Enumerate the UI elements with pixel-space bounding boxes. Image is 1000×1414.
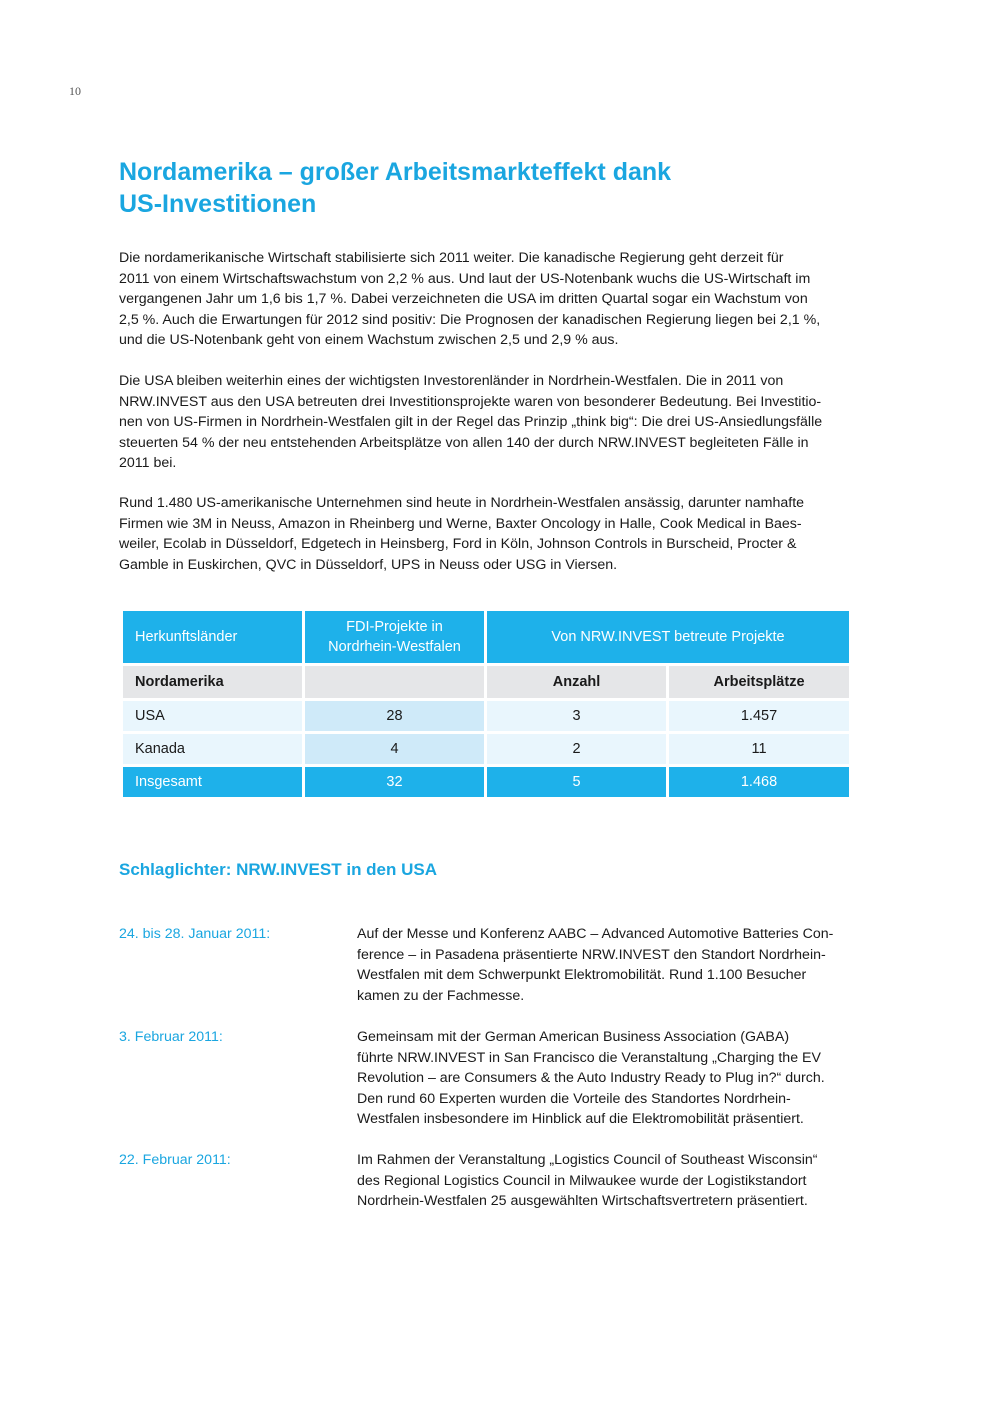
page-title [119, 156, 859, 220]
text-line: Die USA bleiben weiterhin eines der wichtigsten Investorenländer in Nordrhein-Westfalen. Die in 2011 von [119, 373, 784, 389]
cell-fdi: 4 [304, 733, 486, 766]
event-description [357, 1150, 857, 1212]
text-line: Gamble in Euskirchen, QVC in Düsseldorf, UPS in Neuss oder USG in Viersen. [119, 556, 618, 573]
text-line: Rund 1.480 US-amerikanische Unternehmen sind heute in Nordrhein-Westfalen ansässig, darunter namhafte [119, 495, 805, 511]
paragraph-investors [119, 371, 849, 474]
cell-count: 3 [486, 700, 668, 733]
text-line: NRW.INVEST aus den USA betreuten drei Investitionsprojekte waren von besonderer Bedeutung. Bei Investitio- [119, 393, 822, 410]
text-line: weiler, Ecolab in Düsseldorf, Edgetech in Heinsberg, Ford in Köln, Johnson Controls in Burscheid, Procter & [119, 536, 797, 552]
cell-total-fdi: 32 [304, 766, 486, 799]
subheader-count: Anzahl [486, 665, 668, 700]
text-line: des Regional Logistics Council in Milwaukee wurde der Logistikstandort [357, 1172, 807, 1189]
subheader-empty [304, 665, 486, 700]
text-line: Den rund 60 Experten wurden die Vorteile des Standortes Nordrhein- [357, 1090, 791, 1107]
event-date: 3. Februar 2011: [119, 1029, 223, 1045]
text-line: kamen zu der Fachmesse. [357, 987, 525, 1004]
text-line: Gemeinsam mit der German American Business Association (GABA) [357, 1029, 790, 1045]
text-line: und die US-Notenbank geht von einem Wachstum zwischen 2,5 und 2,9 % aus. [119, 332, 619, 348]
subheader-region: Nordamerika [122, 665, 304, 700]
fdi-table [120, 608, 852, 800]
table-row [122, 733, 851, 766]
event-description [357, 1027, 857, 1130]
header-origin-countries: Herkunftsländer [122, 610, 304, 665]
text-line: Nordrhein-Westfalen 25 ausgewählten Wirtschaftsvertretern präsentiert. [357, 1193, 808, 1209]
text-line: 2,5 %. Auch die Erwartungen für 2012 sind positiv: Die Prognosen der kanadischen Regierung liegen bei 2,1 %, [119, 311, 821, 328]
cell-total-label: Insgesamt [122, 766, 304, 799]
table-row [122, 700, 851, 733]
cell-country: USA [122, 700, 304, 733]
page-title-line: US-Investitionen [119, 190, 317, 218]
text-line: nen von US-Firmen in Nordrhein-Westfalen gilt in der Regel das Prinzip „think big“: Die drei US-Ansiedlungsfälle [119, 414, 823, 430]
cell-total-count: 5 [486, 766, 668, 799]
table-header-row [122, 610, 851, 665]
cell-fdi: 28 [304, 700, 486, 733]
header-fdi-projects: FDI-Projekte in Nordrhein-Westfalen [304, 610, 486, 665]
text-line: Im Rahmen der Veranstaltung „Logistics Council of Southeast Wisconsin“ [357, 1152, 818, 1168]
page-title-line: Nordamerika – großer Arbeitsmarkteffekt dank [119, 158, 672, 186]
event-date: 22. Februar 2011: [119, 1152, 231, 1168]
section-heading-highlights: Schlaglichter: NRW.INVEST in den USA [119, 860, 438, 879]
table-subheader-row [122, 665, 851, 700]
text-line: Firmen wie 3M in Neuss, Amazon in Rheinberg und Werne, Baxter Oncology in Halle, Cook Medical in Baes- [119, 515, 802, 532]
text-line: steuerten 54 % der neu entstehenden Arbeitsplätze von allen 140 der durch NRW.INVEST begleiteten Fälle in [119, 434, 809, 451]
text-line: 2011 bei. [119, 455, 177, 471]
text-line: führte NRW.INVEST in San Francisco die Veranstaltung „Charging the EV [357, 1049, 821, 1066]
table-total-row [122, 766, 851, 799]
cell-jobs: 11 [668, 733, 851, 766]
page-number: 10 [69, 84, 81, 98]
event-description [357, 924, 857, 1006]
cell-count: 2 [486, 733, 668, 766]
text-line: Die nordamerikanische Wirtschaft stabilisierte sich 2011 weiter. Die kanadische Regierung geht derzeit für [119, 250, 784, 266]
text-line: vergangenen Jahr um 1,6 bis 1,7 %. Dabei verzeichneten die USA im dritten Quartal sogar ein Wachstum von [119, 291, 808, 307]
text-line: Auf der Messe und Konferenz AABC – Advanced Automotive Batteries Con- [357, 926, 834, 942]
paragraph-economy [119, 248, 849, 351]
text-line: ference – in Pasadena präsentierte NRW.INVEST den Standort Nordrhein- [357, 946, 826, 963]
subheader-jobs: Arbeitsplätze [668, 665, 851, 700]
paragraph-companies [119, 493, 849, 575]
text-line: 2011 von einem Wirtschaftswachstum von 2,2 % aus. Und laut der US-Notenbank wuchs die US-Wirtschaft im [119, 270, 811, 287]
text-line: Revolution – are Consumers & the Auto Industry Ready to Plug in?“ durch. [357, 1070, 825, 1086]
cell-jobs: 1.457 [668, 700, 851, 733]
cell-country: Kanada [122, 733, 304, 766]
cell-total-jobs: 1.468 [668, 766, 851, 799]
text-line: Westfalen mit dem Schwerpunkt Elektromobilität. Rund 1.100 Besucher [357, 967, 807, 983]
fdi-table-container [120, 608, 849, 800]
header-nrw-invest-projects: Von NRW.INVEST betreute Projekte [486, 610, 851, 665]
event-date: 24. bis 28. Januar 2011: [119, 926, 271, 942]
text-line: Westfalen insbesondere im Hinblick auf die Elektromobilität präsentiert. [357, 1111, 804, 1127]
